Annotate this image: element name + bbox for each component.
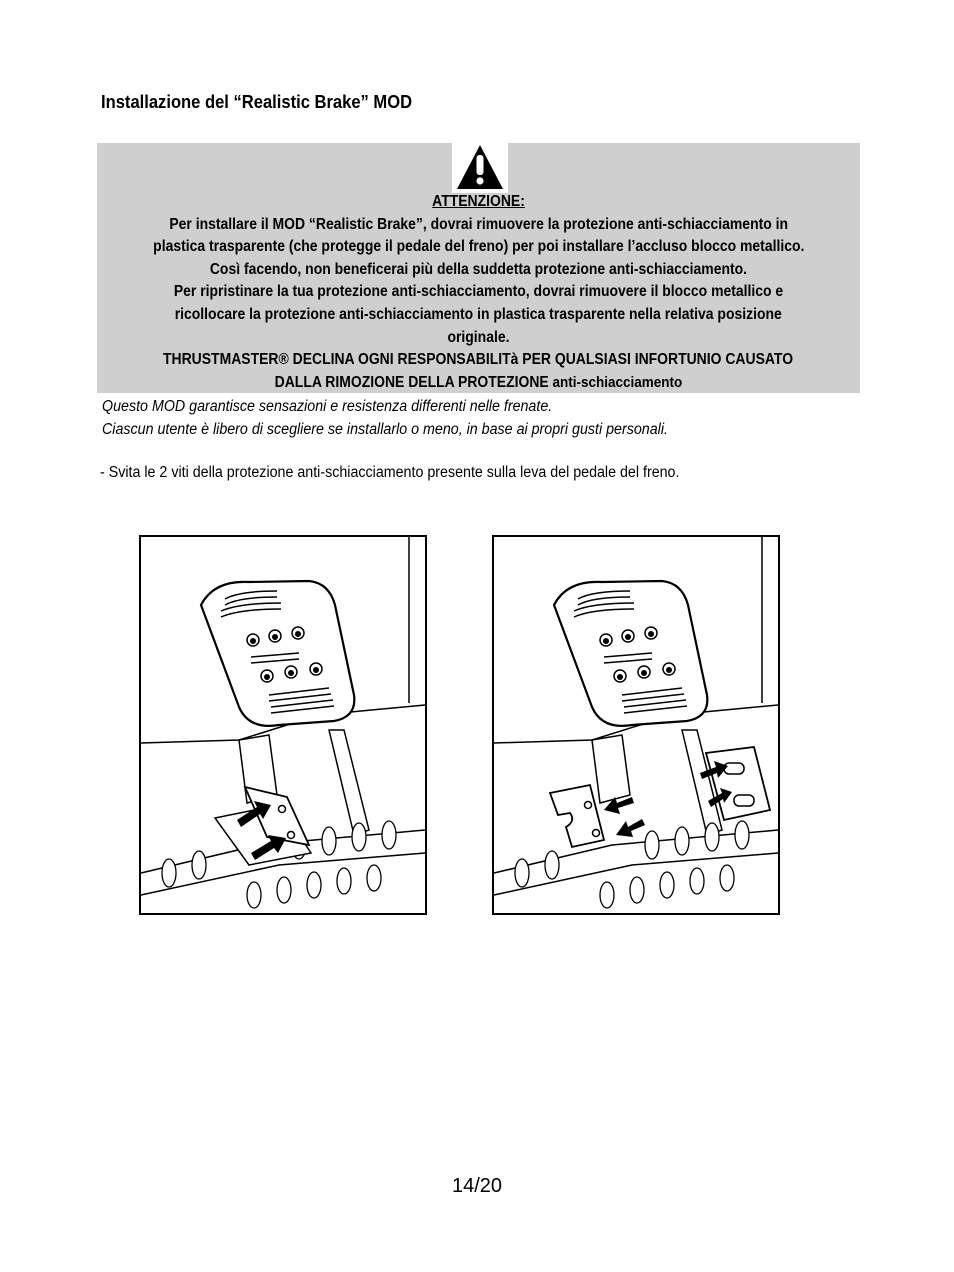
warning-triangle-icon (455, 143, 505, 191)
warning-line-5 (97, 304, 860, 327)
intro-line-2: Ciascun utente è libero di scegliere se installarlo o meno, in base ai propri gusti personali. (102, 421, 668, 438)
warning-line-text: originale. (447, 328, 510, 346)
warning-last-normal: anti-schiacciamento (548, 373, 683, 391)
page-title: Installazione del “Realistic Brake” MOD (101, 92, 413, 112)
warning-line-text: ricollocare la protezione anti-schiacciamento in plastica trasparente nella relativa posizione (174, 305, 783, 323)
warning-last-bold: DALLA RIMOZIONE DELLA PROTEZIONE (274, 373, 549, 391)
warning-line-text: Per installare il MOD “Realistic Brake”, dovrai rimuovere la protezione anti-schiacciamento in (169, 215, 788, 233)
pedal-drawing-left (139, 535, 427, 915)
warning-line-text: Così facendo, non beneficerai più della suddetta protezione anti-schiacciamento. (209, 260, 748, 278)
intro-text (102, 395, 717, 441)
warning-line-text: THRUSTMASTER® DECLINA OGNI RESPONSABILITà PER QUALSIASI INFORTUNIO CAUSATO (163, 351, 794, 369)
warning-text (97, 191, 860, 394)
warning-line-7 (97, 349, 860, 372)
warning-line-4 (97, 281, 860, 304)
instruction-text: - Svita le 2 viti della protezione anti-schiacciamento presente sulla leva del pedale del freno. (100, 464, 680, 481)
warning-box (97, 143, 860, 393)
warning-line-6 (97, 327, 860, 350)
brake-pedal-protection-illustration (139, 535, 427, 915)
warning-line-text: Per ripristinare la tua protezione anti-schiacciamento, dovrai rimuovere il blocco metallico e (173, 283, 784, 301)
warning-heading: ATTENZIONE: (432, 193, 525, 210)
warning-line-text: plastica trasparente (che protegge il pedale del freno) per poi installare l’accluso blocco metallico. (152, 238, 805, 256)
warning-heading-line (97, 191, 860, 214)
page-number: 14/20 (451, 1175, 503, 1197)
brake-pedal-metal-block-illustration (492, 535, 780, 915)
instruction-step (100, 463, 730, 483)
warning-line-2 (97, 236, 860, 259)
pedal-drawing-right (492, 535, 780, 915)
intro-line-1: Questo MOD garantisce sensazioni e resistenza differenti nelle frenate. (102, 398, 553, 415)
warning-line-1 (97, 214, 860, 237)
warning-line-3 (97, 259, 860, 282)
warning-line-8 (97, 372, 860, 395)
